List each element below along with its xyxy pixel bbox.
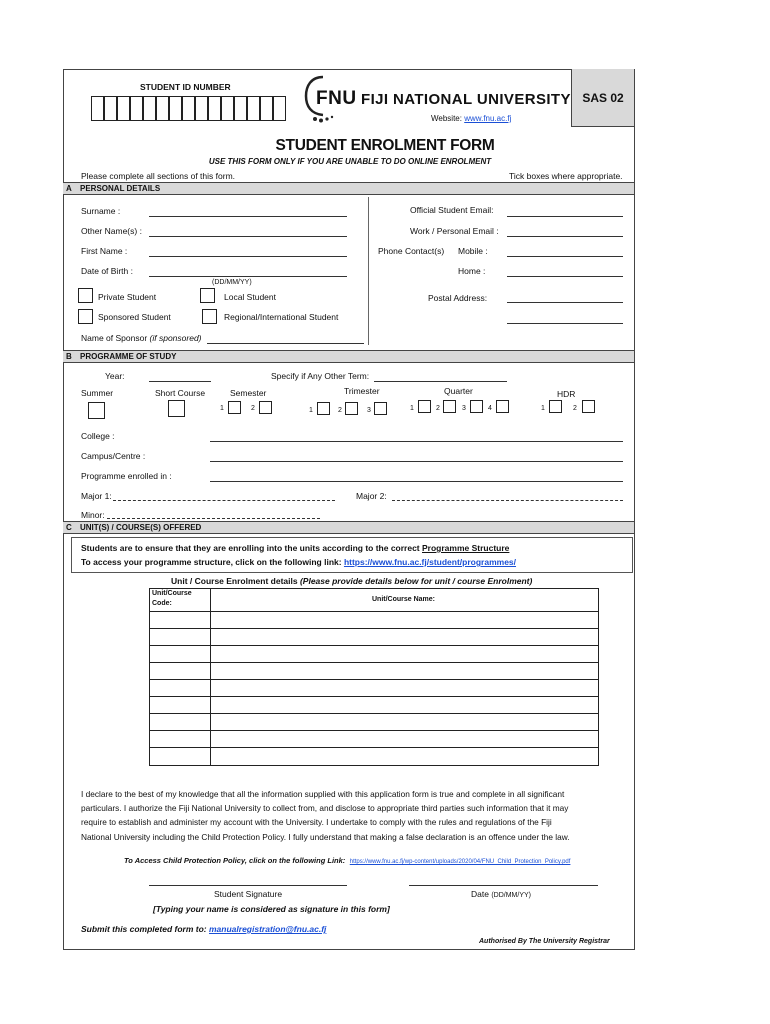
personal-email-label: Work / Personal Email :	[410, 226, 499, 236]
mobile-field[interactable]	[507, 256, 623, 257]
col-code-header-2: Code:	[152, 600, 172, 607]
dob-label: Date of Birth :	[81, 266, 133, 276]
form-title: STUDENT ENROLMENT FORM	[275, 137, 495, 154]
dob-format: (DD/MM/YY)	[212, 279, 252, 286]
major1-label: Major 1:	[81, 491, 112, 501]
section-c-header: C UNIT(S) / COURSE(S) OFFERED	[63, 521, 634, 534]
submit-line: Submit this completed form to: manualregistration@fnu.ac.fj	[81, 924, 327, 934]
trimester-2-checkbox[interactable]	[345, 402, 358, 415]
summer-label: Summer	[81, 388, 114, 398]
quarter-1-checkbox[interactable]	[418, 400, 431, 413]
trimester-2-label: 2	[338, 407, 342, 414]
surname-label: Surname :	[81, 206, 121, 216]
authorised-by: Authorised By The University Registrar	[479, 938, 610, 945]
semester-2-checkbox[interactable]	[259, 401, 272, 414]
trimester-1-label: 1	[309, 407, 313, 414]
trimester-3-label: 3	[367, 407, 371, 414]
submit-email-link[interactable]: manualregistration@fnu.ac.fj	[209, 924, 327, 934]
surname-field[interactable]	[149, 216, 347, 217]
regional-student-label: Regional/International Student	[224, 312, 339, 322]
personal-email-field[interactable]	[507, 236, 623, 237]
section-b-header: B PROGRAMME OF STUDY	[63, 350, 634, 363]
semester-1-label: 1	[220, 405, 224, 412]
programme-label: Programme enrolled in :	[81, 471, 172, 481]
form-subtitle: USE THIS FORM ONLY IF YOU ARE UNABLE TO DO ONLINE ENROLMENT	[208, 157, 492, 166]
sponsor-field[interactable]	[207, 343, 364, 344]
quarter-2-checkbox[interactable]	[443, 400, 456, 413]
notice-line-2: To access your programme structure, click on the following link: https://www.fnu.ac.fj/student/programmes/	[81, 557, 517, 567]
programmes-link[interactable]: https://www.fnu.ac.fj/student/programmes/	[343, 557, 517, 567]
first-name-field[interactable]	[149, 256, 347, 257]
sponsored-student-checkbox[interactable]	[78, 309, 93, 324]
year-label: Year:	[105, 371, 125, 381]
local-student-label: Local Student	[224, 292, 276, 302]
unit-course-table[interactable]	[149, 588, 599, 766]
hdr-1-label: 1	[541, 405, 545, 412]
section-a-header: A PERSONAL DETAILS	[63, 182, 634, 195]
home-phone-field[interactable]	[507, 276, 623, 277]
logo-abbr: FNU	[316, 88, 357, 109]
hdr-2-checkbox[interactable]	[582, 400, 595, 413]
section-a-divider	[368, 197, 369, 345]
quarter-3-checkbox[interactable]	[470, 400, 483, 413]
sponsored-student-label: Sponsored Student	[98, 312, 171, 322]
short-course-checkbox[interactable]	[168, 400, 185, 417]
quarter-3-label: 3	[462, 405, 466, 412]
regional-student-checkbox[interactable]	[202, 309, 217, 324]
private-student-label: Private Student	[98, 292, 157, 302]
college-label: College :	[81, 431, 115, 441]
university-name: FIJI NATIONAL UNIVERSITY	[361, 91, 571, 108]
signature-label: Student Signature	[214, 889, 283, 899]
quarter-4-label: 4	[488, 405, 492, 412]
quarter-label: Quarter	[444, 386, 473, 396]
quarter-4-checkbox[interactable]	[496, 400, 509, 413]
official-email-label: Official Student Email:	[410, 205, 494, 215]
postal-label: Postal Address:	[428, 293, 488, 303]
website-line: Website: www.fnu.ac.fj	[431, 114, 512, 123]
trimester-3-checkbox[interactable]	[374, 402, 387, 415]
programme-structure-link[interactable]: Programme Structure	[422, 543, 510, 553]
campus-field[interactable]	[210, 461, 623, 462]
trimester-1-checkbox[interactable]	[317, 402, 330, 415]
form-code-badge: SAS 02	[571, 69, 634, 127]
dob-field[interactable]	[149, 276, 347, 277]
postal-field-1[interactable]	[507, 302, 623, 303]
declaration-text: I declare to the best of my knowledge that all the information supplied with this application form is true and complete in all significant particulars. I authorize the Fiji National University to collect from, and disclose to appropriate third parties such information that it may require to establish and administer my account with the University. I undertake to comply with the rules and regulations of the Fiji National University including the Child Protection Policy. I fully understand that making a false declaration is an offence under the law.	[81, 789, 570, 842]
programme-field[interactable]	[210, 481, 623, 482]
year-field[interactable]	[149, 381, 211, 382]
semester-2-label: 2	[251, 405, 255, 412]
quarter-2-label: 2	[436, 405, 440, 412]
notice-line-1: Students are to ensure that they are enrolling into the units according to the correct Programme Structure	[81, 543, 510, 553]
signature-field[interactable]	[149, 885, 347, 886]
major2-label: Major 2:	[356, 491, 387, 501]
short-course-label: Short Course	[155, 388, 206, 398]
quarter-1-label: 1	[410, 405, 414, 412]
other-term-field[interactable]	[374, 381, 507, 382]
college-field[interactable]	[210, 441, 623, 442]
private-student-checkbox[interactable]	[78, 288, 93, 303]
mobile-label: Mobile :	[458, 246, 488, 256]
typing-note: [Typing your name is considered as signature in this form]	[153, 904, 390, 914]
policy-line: To Access Child Protection Policy, click on the following Link: https://www.fnu.ac.fj/wp-content/uploads/2020/04/FNU_Child_Protection_Policy.pdf	[124, 856, 571, 865]
postal-field-2[interactable]	[507, 323, 623, 324]
major1-field[interactable]	[113, 500, 335, 501]
other-term-label: Specify if Any Other Term:	[271, 371, 370, 381]
sponsor-label: Name of Sponsor (if sponsored)	[81, 333, 202, 343]
instruction-left: Please complete all sections of this form.	[81, 171, 236, 181]
first-name-label: First Name :	[81, 246, 128, 256]
semester-1-checkbox[interactable]	[228, 401, 241, 414]
minor-field[interactable]	[107, 518, 320, 519]
trimester-label: Trimester	[344, 386, 380, 396]
home-label: Home :	[458, 266, 486, 276]
semester-label: Semester	[230, 388, 267, 398]
hdr-label: HDR	[557, 389, 576, 399]
policy-link[interactable]: https://www.fnu.ac.fj/wp-content/uploads/2020/04/FNU_Child_Protection_Policy.pdf	[349, 859, 571, 865]
date-label: Date (DD/MM/YY)	[471, 889, 532, 899]
campus-label: Campus/Centre :	[81, 451, 146, 461]
other-names-label: Other Name(s) :	[81, 226, 142, 236]
col-name-header: Unit/Course Name:	[372, 596, 436, 603]
website-link[interactable]: www.fnu.ac.fj	[464, 114, 512, 123]
student-id-label: STUDENT ID NUMBER	[140, 82, 231, 92]
summer-checkbox[interactable]	[88, 402, 105, 419]
hdr-2-label: 2	[573, 405, 577, 412]
col-code-header-1: Unit/Course	[152, 590, 192, 597]
unit-table-heading: Unit / Course Enrolment details (Please provide details below for unit / course Enrolment)	[171, 576, 533, 586]
major2-field[interactable]	[392, 500, 623, 501]
instruction-right: Tick boxes where appropriate.	[509, 171, 623, 181]
official-email-field[interactable]	[507, 216, 623, 217]
hdr-1-checkbox[interactable]	[549, 400, 562, 413]
phone-label: Phone Contact(s)	[378, 246, 445, 256]
date-field[interactable]	[409, 885, 598, 886]
minor-label: Minor:	[81, 510, 105, 520]
other-names-field[interactable]	[149, 236, 347, 237]
local-student-checkbox[interactable]	[200, 288, 215, 303]
